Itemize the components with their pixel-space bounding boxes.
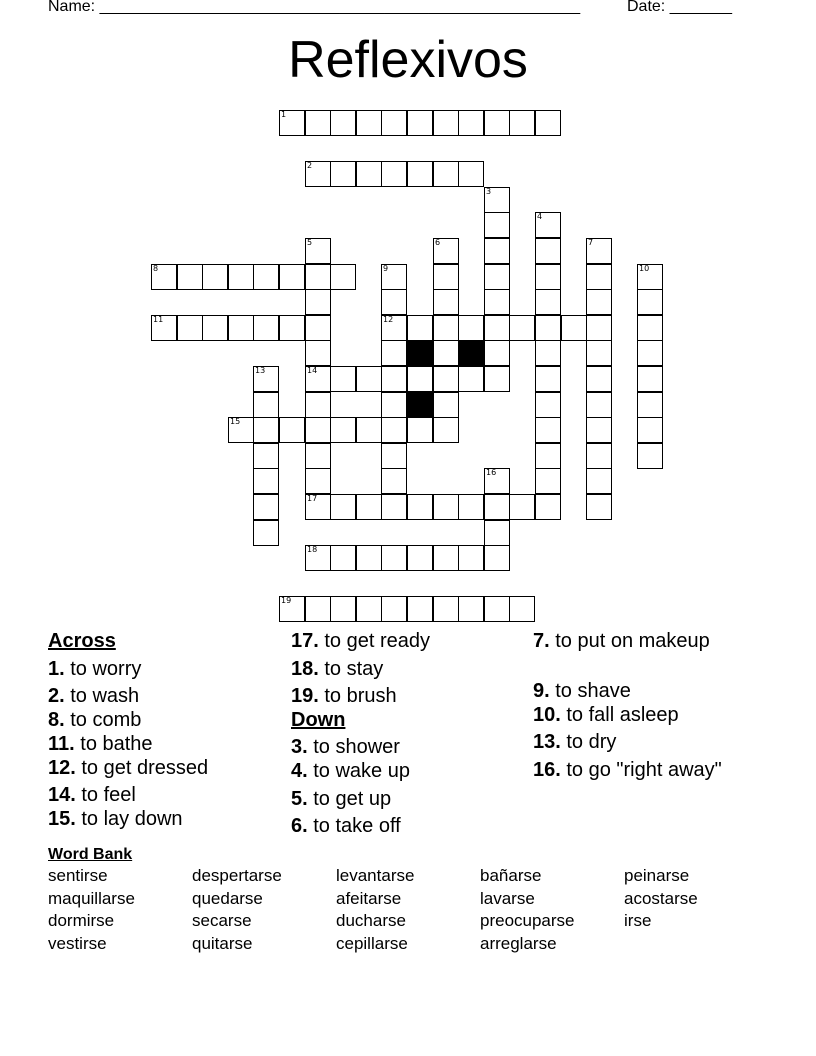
clue-number: 14. bbox=[48, 784, 76, 806]
clue-down-5 bbox=[291, 787, 391, 812]
clue-number: 5. bbox=[291, 788, 308, 810]
clue-number: 15. bbox=[48, 808, 76, 830]
cell-number: 9 bbox=[383, 264, 389, 273]
grid-cell[interactable] bbox=[535, 110, 561, 136]
grid-cell[interactable] bbox=[637, 443, 663, 469]
word-bank-item: dormirse bbox=[48, 911, 115, 930]
black-square bbox=[407, 392, 433, 418]
cell-number: 18 bbox=[307, 545, 318, 554]
grid-cell[interactable] bbox=[484, 289, 510, 315]
across-heading: Across bbox=[48, 630, 116, 652]
word-bank-item: lavarse bbox=[480, 889, 535, 908]
grid-cell[interactable] bbox=[637, 289, 663, 315]
word-bank-item: despertarse bbox=[192, 866, 282, 885]
grid-cell[interactable] bbox=[253, 494, 279, 520]
clue-number: 18. bbox=[291, 658, 319, 680]
clue-down-10 bbox=[533, 703, 679, 728]
clue-text: to wake up bbox=[313, 760, 410, 782]
grid-cell[interactable] bbox=[407, 366, 433, 392]
grid-cell[interactable] bbox=[356, 161, 382, 187]
grid-cell[interactable] bbox=[330, 264, 356, 290]
cell-number: 15 bbox=[230, 417, 241, 426]
grid-cell[interactable] bbox=[509, 110, 535, 136]
clue-across-19 bbox=[291, 684, 397, 709]
grid-cell[interactable] bbox=[484, 238, 510, 264]
grid-cell[interactable] bbox=[586, 315, 612, 341]
word-bank-item: arreglarse bbox=[480, 934, 557, 953]
word-bank-item: peinarse bbox=[624, 866, 690, 885]
clue-text: to fall asleep bbox=[566, 704, 679, 726]
black-square bbox=[407, 340, 433, 366]
grid-cell[interactable] bbox=[305, 264, 331, 290]
grid-cell[interactable] bbox=[381, 443, 407, 469]
grid-cell[interactable] bbox=[381, 545, 407, 571]
word-bank-item: sentirse bbox=[48, 866, 108, 885]
word-bank-item: afeitarse bbox=[336, 889, 402, 908]
cell-number: 5 bbox=[307, 238, 313, 247]
word-bank-item: irse bbox=[624, 911, 652, 930]
clue-column-1 bbox=[48, 629, 288, 839]
word-bank-item: cepillarse bbox=[336, 934, 408, 953]
grid-cell[interactable] bbox=[484, 494, 510, 520]
grid-cell[interactable] bbox=[458, 315, 484, 341]
grid-cell[interactable] bbox=[433, 494, 459, 520]
grid-cell[interactable] bbox=[458, 494, 484, 520]
cell-number: 2 bbox=[307, 161, 313, 170]
grid-cell[interactable] bbox=[228, 417, 254, 443]
clue-across-11 bbox=[48, 732, 153, 757]
grid-cell[interactable] bbox=[586, 366, 612, 392]
grid-cell[interactable] bbox=[484, 596, 510, 622]
word-bank-title: Word Bank bbox=[48, 846, 133, 863]
grid-cell[interactable] bbox=[586, 443, 612, 469]
clue-text: to get dressed bbox=[81, 757, 209, 779]
grid-cell[interactable] bbox=[228, 264, 254, 290]
clue-text: to take off bbox=[313, 815, 401, 837]
clue-text: to get ready bbox=[324, 630, 430, 652]
grid-cell[interactable] bbox=[330, 596, 356, 622]
name-line[interactable]: Name: ______________________________________________________ bbox=[48, 0, 581, 15]
cell-number: 10 bbox=[639, 264, 650, 273]
grid-cell[interactable] bbox=[586, 340, 612, 366]
grid-cell[interactable] bbox=[637, 417, 663, 443]
cell-number: 1 bbox=[281, 110, 287, 119]
word-bank-item: quedarse bbox=[192, 889, 263, 908]
clue-text: to worry bbox=[70, 658, 142, 680]
cell-number: 11 bbox=[153, 315, 164, 324]
grid-cell[interactable] bbox=[381, 392, 407, 418]
clue-column-3 bbox=[533, 629, 773, 839]
grid-cell[interactable] bbox=[381, 417, 407, 443]
grid-cell[interactable] bbox=[484, 315, 510, 341]
grid-cell[interactable] bbox=[381, 264, 407, 290]
grid-cell[interactable] bbox=[305, 289, 331, 315]
cell-number: 14 bbox=[307, 366, 318, 375]
cell-number: 19 bbox=[281, 596, 292, 605]
clue-number: 11. bbox=[48, 733, 75, 755]
grid-cell[interactable] bbox=[407, 596, 433, 622]
grid-cell[interactable] bbox=[484, 110, 510, 136]
grid-cell[interactable] bbox=[407, 545, 433, 571]
grid-cell[interactable] bbox=[484, 545, 510, 571]
grid-cell[interactable] bbox=[637, 264, 663, 290]
grid-cell[interactable] bbox=[330, 494, 356, 520]
grid-cell[interactable] bbox=[305, 417, 331, 443]
grid-cell[interactable] bbox=[305, 161, 331, 187]
grid-cell[interactable] bbox=[458, 366, 484, 392]
grid-cell[interactable] bbox=[356, 110, 382, 136]
grid-cell[interactable] bbox=[279, 315, 305, 341]
cell-number: 12 bbox=[383, 315, 394, 324]
clue-column-2 bbox=[291, 629, 531, 839]
grid-cell[interactable] bbox=[381, 596, 407, 622]
grid-cell[interactable] bbox=[177, 315, 203, 341]
clue-number: 4. bbox=[291, 760, 308, 782]
grid-cell[interactable] bbox=[177, 264, 203, 290]
grid-cell[interactable] bbox=[433, 315, 459, 341]
grid-cell[interactable] bbox=[305, 545, 331, 571]
grid-cell[interactable] bbox=[381, 315, 407, 341]
grid-cell[interactable] bbox=[381, 110, 407, 136]
clue-number: 9. bbox=[533, 680, 550, 702]
clue-down-4 bbox=[291, 759, 410, 784]
grid-cell[interactable] bbox=[279, 110, 305, 136]
cell-number: 13 bbox=[255, 366, 266, 375]
clue-text: to shave bbox=[555, 680, 631, 702]
clue-text: to get up bbox=[313, 788, 392, 810]
clue-across-1 bbox=[48, 657, 141, 682]
grid-cell[interactable] bbox=[509, 494, 535, 520]
grid-cell[interactable] bbox=[330, 110, 356, 136]
grid-cell[interactable] bbox=[509, 315, 535, 341]
grid-cell[interactable] bbox=[484, 366, 510, 392]
clue-number: 6. bbox=[291, 815, 308, 837]
grid-cell[interactable] bbox=[253, 315, 279, 341]
grid-cell[interactable] bbox=[637, 392, 663, 418]
clue-text: to stay bbox=[324, 658, 384, 680]
clue-down-16 bbox=[533, 759, 733, 781]
word-bank-item: bañarse bbox=[480, 866, 542, 885]
clue-text: to go "right away" bbox=[566, 759, 722, 781]
clue-text: to comb bbox=[70, 709, 142, 731]
cell-number: 17 bbox=[307, 494, 318, 503]
grid-cell[interactable] bbox=[305, 315, 331, 341]
grid-cell[interactable] bbox=[253, 520, 279, 546]
clue-number: 16. bbox=[533, 759, 561, 781]
clue-across-14 bbox=[48, 783, 136, 808]
grid-cell[interactable] bbox=[356, 545, 382, 571]
grid-cell[interactable] bbox=[433, 596, 459, 622]
clue-down-6 bbox=[291, 814, 401, 839]
grid-cell[interactable] bbox=[433, 161, 459, 187]
clue-text: to lay down bbox=[81, 808, 183, 830]
grid-cell[interactable] bbox=[561, 315, 587, 341]
clue-text: to put on makeup bbox=[555, 630, 710, 652]
word-bank-item: quitarse bbox=[192, 934, 253, 953]
grid-cell[interactable] bbox=[586, 392, 612, 418]
grid-cell[interactable] bbox=[305, 366, 331, 392]
clue-number: 7. bbox=[533, 630, 550, 652]
grid-cell[interactable] bbox=[407, 494, 433, 520]
grid-cell[interactable] bbox=[305, 494, 331, 520]
grid-cell[interactable] bbox=[484, 264, 510, 290]
grid-cell[interactable] bbox=[458, 545, 484, 571]
grid-cell[interactable] bbox=[433, 238, 459, 264]
grid-cell[interactable] bbox=[458, 110, 484, 136]
cell-number: 8 bbox=[153, 264, 159, 273]
grid-cell[interactable] bbox=[407, 161, 433, 187]
grid-cell[interactable] bbox=[356, 366, 382, 392]
grid-cell[interactable] bbox=[458, 161, 484, 187]
grid-cell[interactable] bbox=[305, 340, 331, 366]
black-square bbox=[458, 340, 484, 366]
grid-cell[interactable] bbox=[484, 187, 510, 213]
grid-cell[interactable] bbox=[305, 392, 331, 418]
grid-cell[interactable] bbox=[433, 417, 459, 443]
grid-cell[interactable] bbox=[433, 545, 459, 571]
grid-cell[interactable] bbox=[253, 264, 279, 290]
grid-cell[interactable] bbox=[484, 520, 510, 546]
grid-cell[interactable] bbox=[305, 238, 331, 264]
clue-number: 2. bbox=[48, 685, 65, 707]
grid-cell[interactable] bbox=[637, 340, 663, 366]
grid-cell[interactable] bbox=[253, 392, 279, 418]
grid-cell[interactable] bbox=[484, 340, 510, 366]
word-bank-item: acostarse bbox=[624, 889, 698, 908]
grid-cell[interactable] bbox=[279, 596, 305, 622]
grid-cell[interactable] bbox=[305, 110, 331, 136]
clue-across-15 bbox=[48, 807, 183, 832]
word-bank-item: ducharse bbox=[336, 911, 406, 930]
grid-cell[interactable] bbox=[330, 545, 356, 571]
grid-cell[interactable] bbox=[637, 366, 663, 392]
grid-cell[interactable] bbox=[535, 340, 561, 366]
grid-cell[interactable] bbox=[433, 110, 459, 136]
grid-cell[interactable] bbox=[535, 443, 561, 469]
grid-cell[interactable] bbox=[458, 596, 484, 622]
grid-cell[interactable] bbox=[253, 468, 279, 494]
grid-cell[interactable] bbox=[253, 366, 279, 392]
grid-cell[interactable] bbox=[586, 417, 612, 443]
word-bank-item: preocuparse bbox=[480, 911, 575, 930]
grid-cell[interactable] bbox=[356, 596, 382, 622]
grid-cell[interactable] bbox=[433, 366, 459, 392]
grid-cell[interactable] bbox=[535, 366, 561, 392]
clue-text: to dry bbox=[566, 731, 617, 753]
grid-cell[interactable] bbox=[202, 315, 228, 341]
clue-across-8 bbox=[48, 708, 141, 733]
grid-cell[interactable] bbox=[484, 468, 510, 494]
grid-cell[interactable] bbox=[586, 238, 612, 264]
grid-cell[interactable] bbox=[509, 596, 535, 622]
clue-number: 8. bbox=[48, 709, 65, 731]
grid-cell[interactable] bbox=[381, 366, 407, 392]
grid-cell[interactable] bbox=[381, 161, 407, 187]
clue-down-13 bbox=[533, 730, 616, 755]
clue-across-18 bbox=[291, 657, 383, 682]
clue-down-9 bbox=[533, 679, 631, 704]
grid-cell[interactable] bbox=[586, 264, 612, 290]
grid-cell[interactable] bbox=[535, 264, 561, 290]
cell-number: 6 bbox=[435, 238, 441, 247]
clue-text: to feel bbox=[81, 784, 136, 806]
grid-cell[interactable] bbox=[637, 315, 663, 341]
grid-cell[interactable] bbox=[535, 212, 561, 238]
grid-cell[interactable] bbox=[330, 417, 356, 443]
clue-across-12 bbox=[48, 756, 208, 781]
word-bank-item: levantarse bbox=[336, 866, 415, 885]
clue-across-17 bbox=[291, 629, 430, 654]
grid-cell[interactable] bbox=[535, 238, 561, 264]
grid-cell[interactable] bbox=[356, 417, 382, 443]
grid-cell[interactable] bbox=[535, 468, 561, 494]
grid-cell[interactable] bbox=[535, 494, 561, 520]
cell-number: 7 bbox=[588, 238, 594, 247]
grid-cell[interactable] bbox=[407, 417, 433, 443]
grid-cell[interactable] bbox=[535, 289, 561, 315]
grid-cell[interactable] bbox=[535, 315, 561, 341]
grid-cell[interactable] bbox=[586, 494, 612, 520]
down-heading: Down bbox=[291, 709, 346, 731]
clue-down-3 bbox=[291, 735, 400, 760]
clue-text: to bathe bbox=[80, 733, 153, 755]
grid-cell[interactable] bbox=[535, 417, 561, 443]
grid-cell[interactable] bbox=[381, 289, 407, 315]
grid-cell[interactable] bbox=[535, 392, 561, 418]
grid-cell[interactable] bbox=[407, 315, 433, 341]
clue-number: 13. bbox=[533, 731, 561, 753]
grid-cell[interactable] bbox=[433, 340, 459, 366]
grid-cell[interactable] bbox=[202, 264, 228, 290]
grid-cell[interactable] bbox=[305, 596, 331, 622]
word-bank-item: secarse bbox=[192, 911, 252, 930]
clue-number: 10. bbox=[533, 704, 561, 726]
grid-cell[interactable] bbox=[433, 392, 459, 418]
grid-cell[interactable] bbox=[356, 494, 382, 520]
grid-cell[interactable] bbox=[586, 289, 612, 315]
clue-number: 19. bbox=[291, 685, 319, 707]
grid-cell[interactable] bbox=[279, 264, 305, 290]
cell-number: 3 bbox=[486, 187, 492, 196]
date-line[interactable]: Date: _______ bbox=[627, 0, 732, 15]
grid-cell[interactable] bbox=[330, 366, 356, 392]
clue-text: to wash bbox=[70, 685, 140, 707]
grid-cell[interactable] bbox=[381, 468, 407, 494]
grid-cell[interactable] bbox=[381, 340, 407, 366]
grid-cell[interactable] bbox=[253, 417, 279, 443]
word-bank-item: vestirse bbox=[48, 934, 107, 953]
clue-number: 17. bbox=[291, 630, 319, 652]
clue-down-7 bbox=[533, 630, 733, 652]
cell-number: 16 bbox=[486, 468, 497, 477]
grid-cell[interactable] bbox=[407, 110, 433, 136]
grid-cell[interactable] bbox=[305, 468, 331, 494]
clue-number: 12. bbox=[48, 757, 76, 779]
grid-cell[interactable] bbox=[279, 417, 305, 443]
grid-cell[interactable] bbox=[253, 443, 279, 469]
clue-number: 1. bbox=[48, 658, 65, 680]
grid-cell[interactable] bbox=[151, 264, 177, 290]
clue-number: 3. bbox=[291, 736, 308, 758]
grid-cell[interactable] bbox=[433, 264, 459, 290]
clue-text: to brush bbox=[324, 685, 397, 707]
grid-cell[interactable] bbox=[228, 315, 254, 341]
grid-cell[interactable] bbox=[330, 161, 356, 187]
grid-cell[interactable] bbox=[433, 289, 459, 315]
cell-number: 4 bbox=[537, 212, 543, 221]
clue-across-2 bbox=[48, 684, 139, 709]
grid-cell[interactable] bbox=[151, 315, 177, 341]
grid-cell[interactable] bbox=[381, 494, 407, 520]
clue-text: to shower bbox=[313, 736, 400, 758]
grid-cell[interactable] bbox=[586, 468, 612, 494]
word-bank-item: maquillarse bbox=[48, 889, 135, 908]
page-title: Reflexivos bbox=[288, 31, 528, 89]
grid-cell[interactable] bbox=[484, 212, 510, 238]
grid-cell[interactable] bbox=[305, 443, 331, 469]
